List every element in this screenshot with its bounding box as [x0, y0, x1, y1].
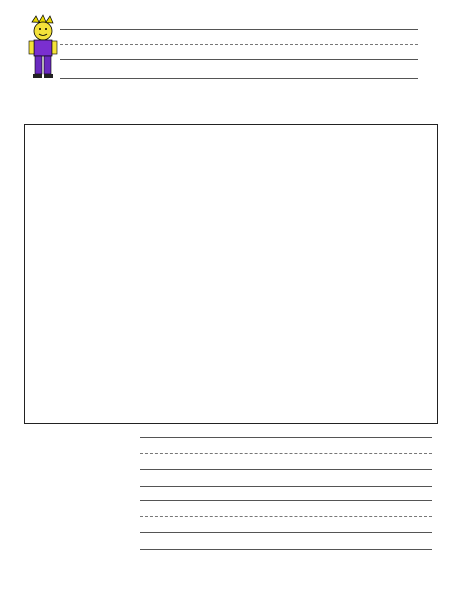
writing-line	[140, 532, 432, 533]
writing-line	[140, 469, 432, 470]
worksheet-grid	[24, 124, 438, 424]
name-line-bottom	[60, 59, 418, 60]
writing-line	[140, 437, 432, 438]
writing-line	[140, 549, 432, 550]
writing-line	[140, 486, 432, 487]
writing-line	[140, 500, 432, 501]
name-line-dashed	[60, 44, 418, 45]
writing-line-dashed	[140, 516, 432, 517]
writing-line-dashed	[140, 453, 432, 454]
boy-figure-icon	[26, 14, 60, 80]
name-line-base	[60, 78, 418, 79]
name-line-top	[60, 29, 418, 30]
